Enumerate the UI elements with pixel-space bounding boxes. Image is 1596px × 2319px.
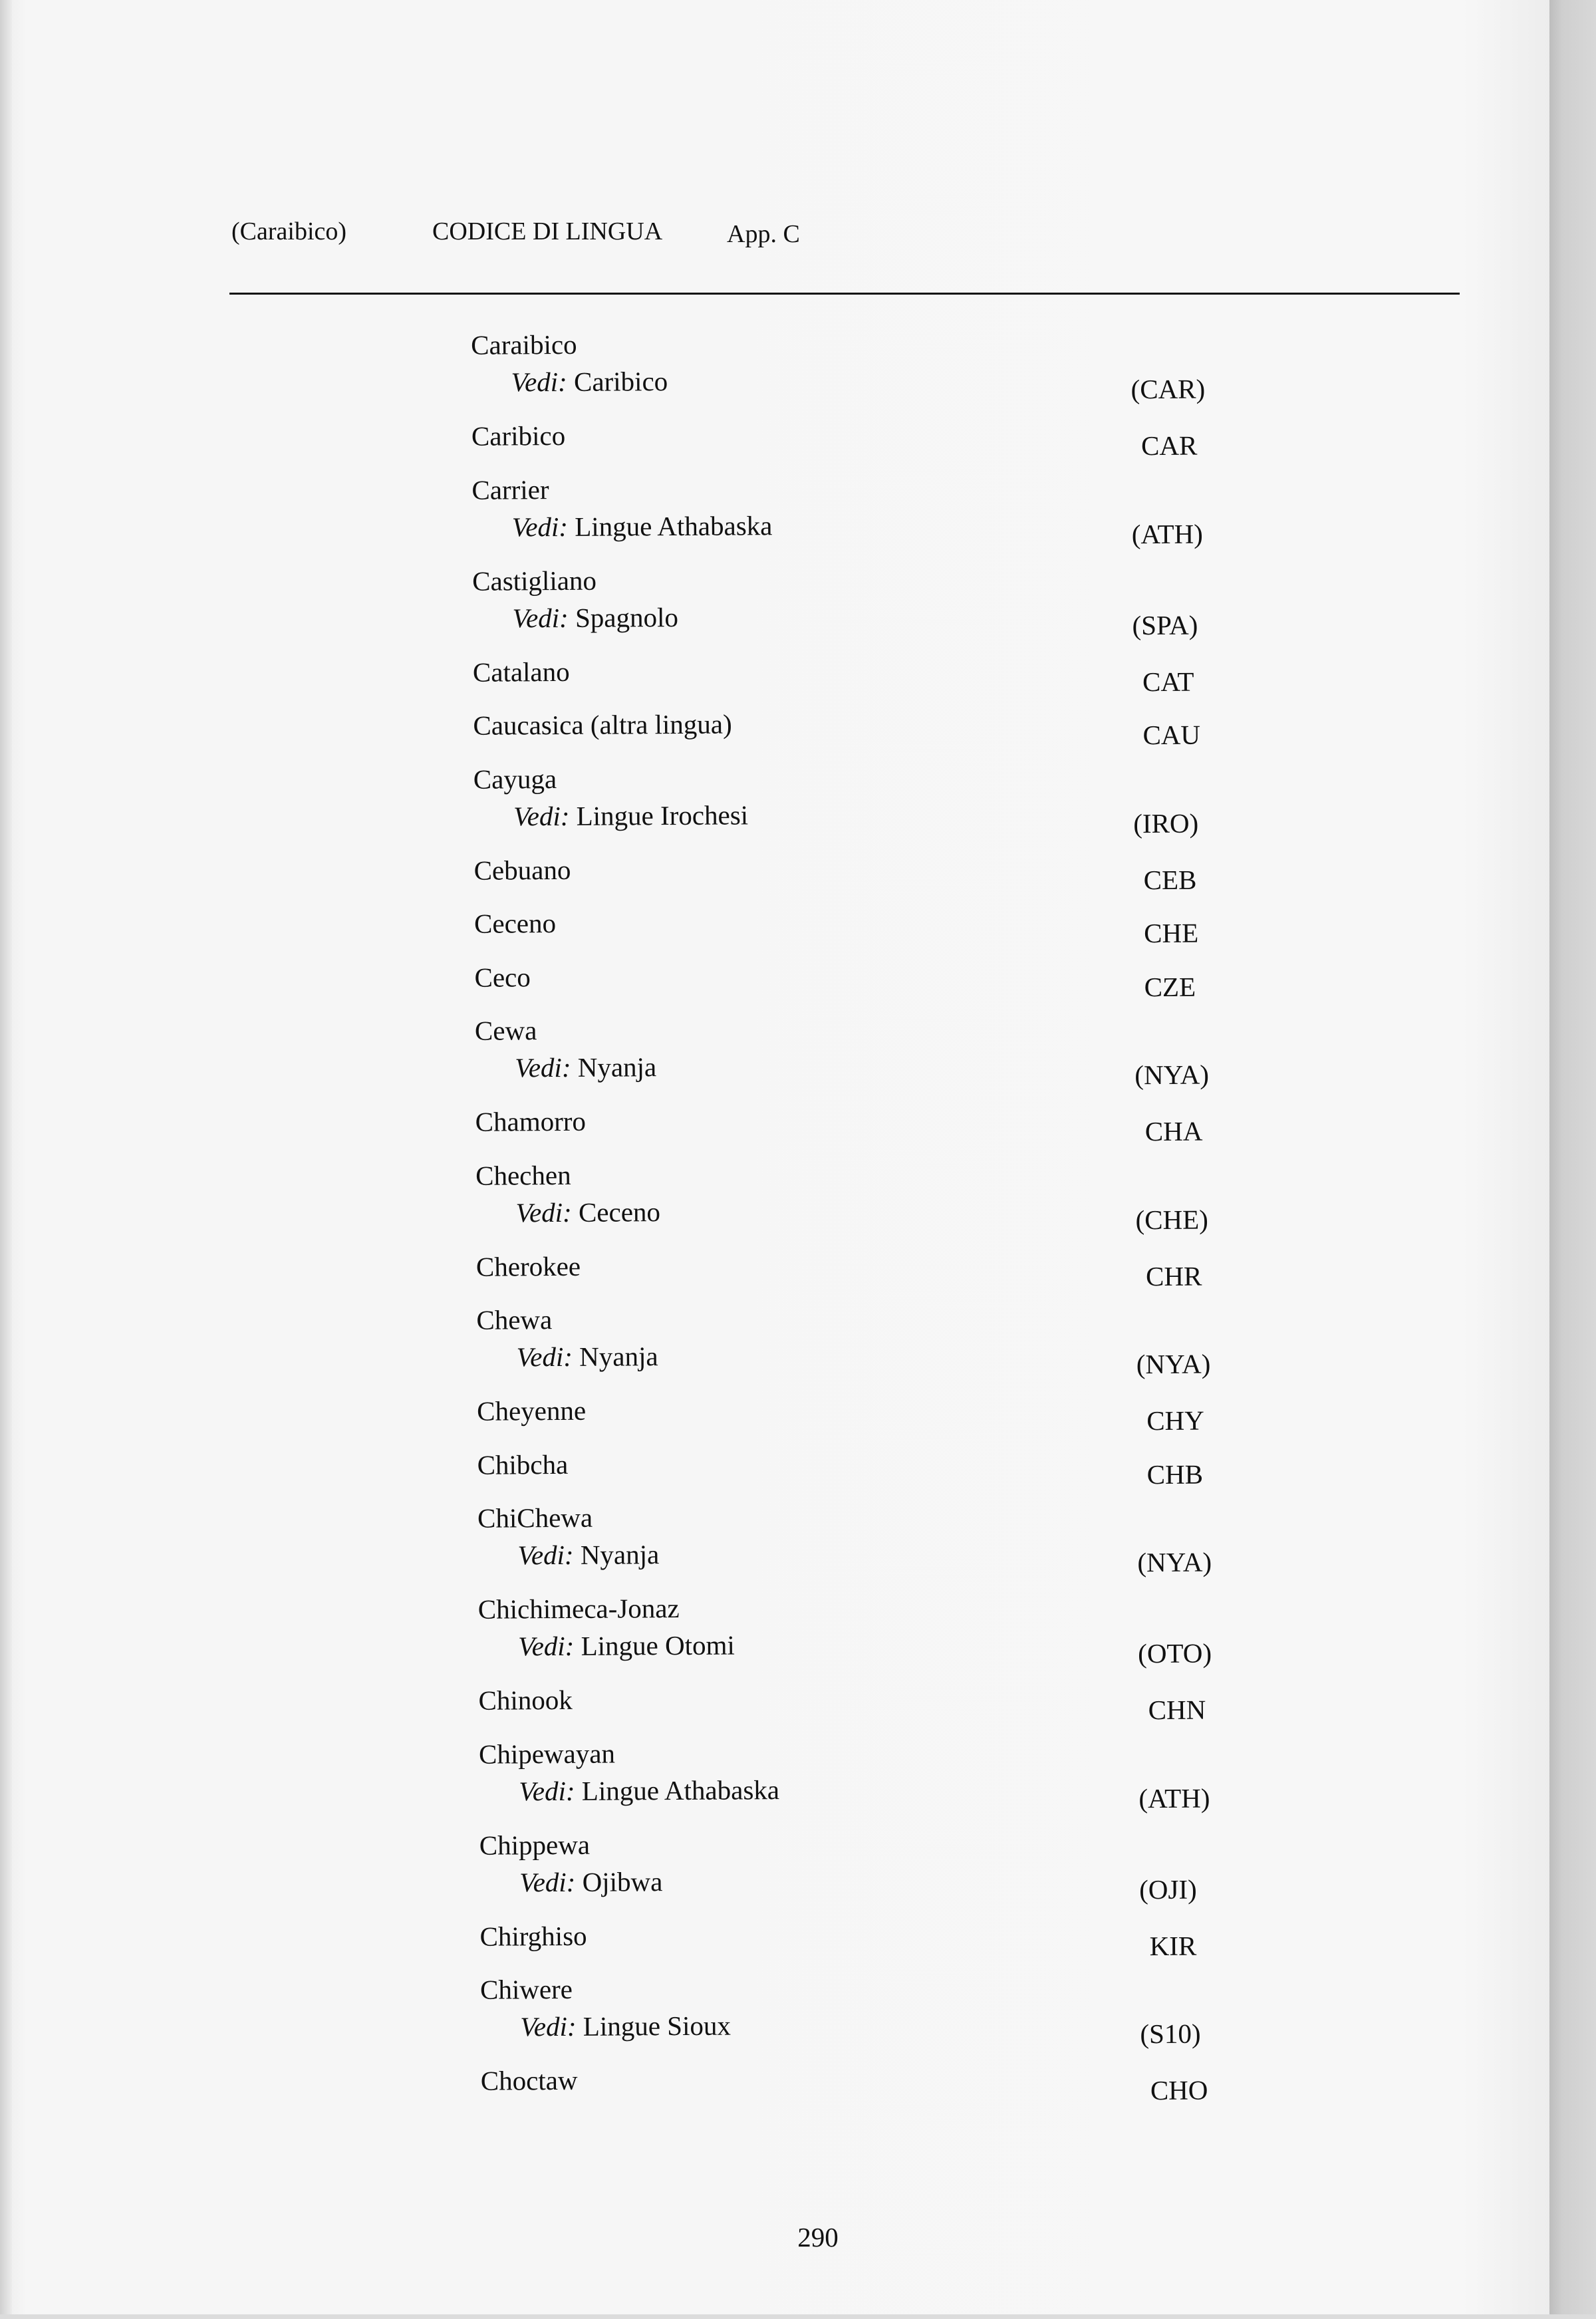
entry-code: (ATH) <box>1138 1782 1210 1814</box>
entry-code: (IRO) <box>1133 807 1199 839</box>
entry-code: CHO <box>1150 2074 1208 2106</box>
entry-see-reference <box>517 1337 658 1375</box>
see-label: Vedi: <box>517 1539 574 1571</box>
entry-term: ChiChewa <box>477 1502 593 1534</box>
see-target: Nyanja <box>580 1539 660 1570</box>
entry-code: (CAR) <box>1130 373 1206 405</box>
list-item <box>2 647 1596 697</box>
list-item <box>5 1242 1596 1292</box>
entry-code: CAT <box>1142 666 1194 697</box>
see-target: Spagnolo <box>575 601 679 633</box>
entry-code: CHR <box>1145 1260 1202 1292</box>
see-target: Lingue Sioux <box>583 2010 732 2042</box>
entry-term: Chippewa <box>479 1829 591 1861</box>
entry-code: (CHE) <box>1135 1204 1209 1235</box>
list-item <box>7 1675 1596 1726</box>
see-label: Vedi: <box>512 602 569 633</box>
see-label: Vedi: <box>515 1051 571 1083</box>
entry-code: CZE <box>1144 971 1196 1002</box>
entry-code: (SPA) <box>1132 609 1198 640</box>
see-label: Vedi: <box>518 1630 575 1662</box>
list-item <box>5 1295 1596 1380</box>
entry-term: Chechen <box>475 1159 571 1191</box>
entry-term: Catalano <box>472 656 570 688</box>
see-target: Ceceno <box>578 1196 661 1228</box>
see-label: Vedi: <box>511 511 569 542</box>
header-appendix: App. C <box>727 220 800 248</box>
entry-term: Caribico <box>471 420 566 452</box>
entry-term: Cebuano <box>473 854 571 886</box>
entry-term: Cewa <box>474 1015 537 1046</box>
entry-see-reference <box>512 599 678 636</box>
list-item <box>10 2056 1596 2106</box>
header-range: (Caraibico) <box>231 217 347 245</box>
entry-code: CAR <box>1140 430 1198 462</box>
entry-see-reference <box>513 796 748 835</box>
list-item <box>9 1965 1596 2050</box>
entry-term: Chinook <box>478 1684 573 1716</box>
entry-term: Chiwere <box>479 1973 573 2005</box>
entry-term: Carrier <box>471 474 549 505</box>
see-label: Vedi: <box>520 2010 577 2042</box>
list-item <box>1 556 1596 640</box>
entry-term: Chibcha <box>477 1448 569 1480</box>
see-label: Vedi: <box>513 800 570 831</box>
header-title: CODICE DI LINGUA <box>432 217 663 245</box>
entry-see-reference <box>511 362 668 400</box>
entry-see-reference <box>519 1771 779 1810</box>
list-item <box>3 754 1596 839</box>
entry-see-reference <box>518 1627 735 1665</box>
see-target: Nyanja <box>577 1051 657 1083</box>
list-item <box>6 1440 1596 1490</box>
entry-term: Choctaw <box>480 2064 578 2096</box>
entry-see-reference <box>515 1193 660 1231</box>
see-label: Vedi: <box>519 1866 576 1897</box>
entry-term: Cheyenne <box>477 1395 587 1427</box>
entry-term: Chirghiso <box>479 1920 587 1952</box>
list-item <box>7 1584 1596 1669</box>
see-target: Caribico <box>573 366 668 397</box>
list-item <box>7 1493 1596 1578</box>
see-label: Vedi: <box>511 366 567 398</box>
list-item <box>2 700 1596 751</box>
see-target: Ojibwa <box>582 1865 663 1897</box>
page-number: 290 <box>797 2222 839 2252</box>
list-item <box>4 1006 1596 1091</box>
list-item <box>1 411 1596 462</box>
entry-term: Caraibico <box>471 329 577 360</box>
entry-see-reference <box>520 2007 731 2046</box>
entry-code: (NYA) <box>1136 1348 1211 1380</box>
see-target: Lingue Athabaska <box>581 1774 780 1806</box>
entry-code: (OJI) <box>1139 1873 1197 1905</box>
see-target: Lingue Athabaska <box>575 509 773 542</box>
entry-term: Ceco <box>474 961 531 993</box>
entry-code: CHE <box>1144 917 1199 949</box>
entry-see-reference <box>515 1048 656 1086</box>
entry-term: Cayuga <box>473 763 557 795</box>
list-item <box>1 465 1596 549</box>
see-label: Vedi: <box>515 1196 572 1228</box>
entry-see-reference <box>519 1863 663 1901</box>
list-item <box>8 1729 1596 1814</box>
entry-code: CHN <box>1148 1694 1206 1726</box>
entry-code: CHY <box>1146 1405 1204 1436</box>
entry-code: (S10) <box>1140 2018 1201 2050</box>
entry-term: Caucasica (altra lingua) <box>473 708 732 741</box>
see-target: Lingue Irochesi <box>576 799 749 831</box>
entry-term: Ceceno <box>473 908 557 939</box>
entry-code: CHA <box>1144 1115 1203 1147</box>
entry-term: Chichimeca-Jonaz <box>477 1593 680 1625</box>
see-label: Vedi: <box>516 1341 573 1373</box>
entry-code: CAU <box>1142 719 1201 751</box>
entry-term: Cherokee <box>475 1250 581 1282</box>
see-target: Nyanja <box>579 1341 658 1372</box>
entry-code: (NYA) <box>1137 1546 1212 1578</box>
list-item <box>3 898 1596 949</box>
list-item <box>9 1911 1596 1961</box>
list-item <box>3 845 1596 895</box>
entry-code: (NYA) <box>1134 1059 1210 1091</box>
list-item <box>3 952 1596 1002</box>
entry-code: CHB <box>1146 1458 1204 1490</box>
entry-see-reference <box>512 507 773 545</box>
entry-code: KIR <box>1149 1930 1197 1961</box>
list-item <box>6 1386 1596 1436</box>
see-target: Lingue Otomi <box>581 1629 735 1661</box>
entry-code: (OTO) <box>1138 1637 1212 1669</box>
entry-see-reference <box>517 1536 659 1573</box>
entry-code: CEB <box>1143 864 1197 895</box>
list-item <box>0 320 1596 405</box>
list-item <box>5 1151 1596 1235</box>
list-item <box>5 1097 1596 1147</box>
see-label: Vedi: <box>519 1775 575 1806</box>
list-item <box>9 1820 1596 1905</box>
entry-term: Chamorro <box>475 1105 587 1137</box>
entry-code: (ATH) <box>1131 518 1203 549</box>
entry-term: Chewa <box>476 1304 553 1335</box>
entry-term: Castigliano <box>472 565 597 597</box>
entry-term: Chipewayan <box>478 1738 616 1770</box>
